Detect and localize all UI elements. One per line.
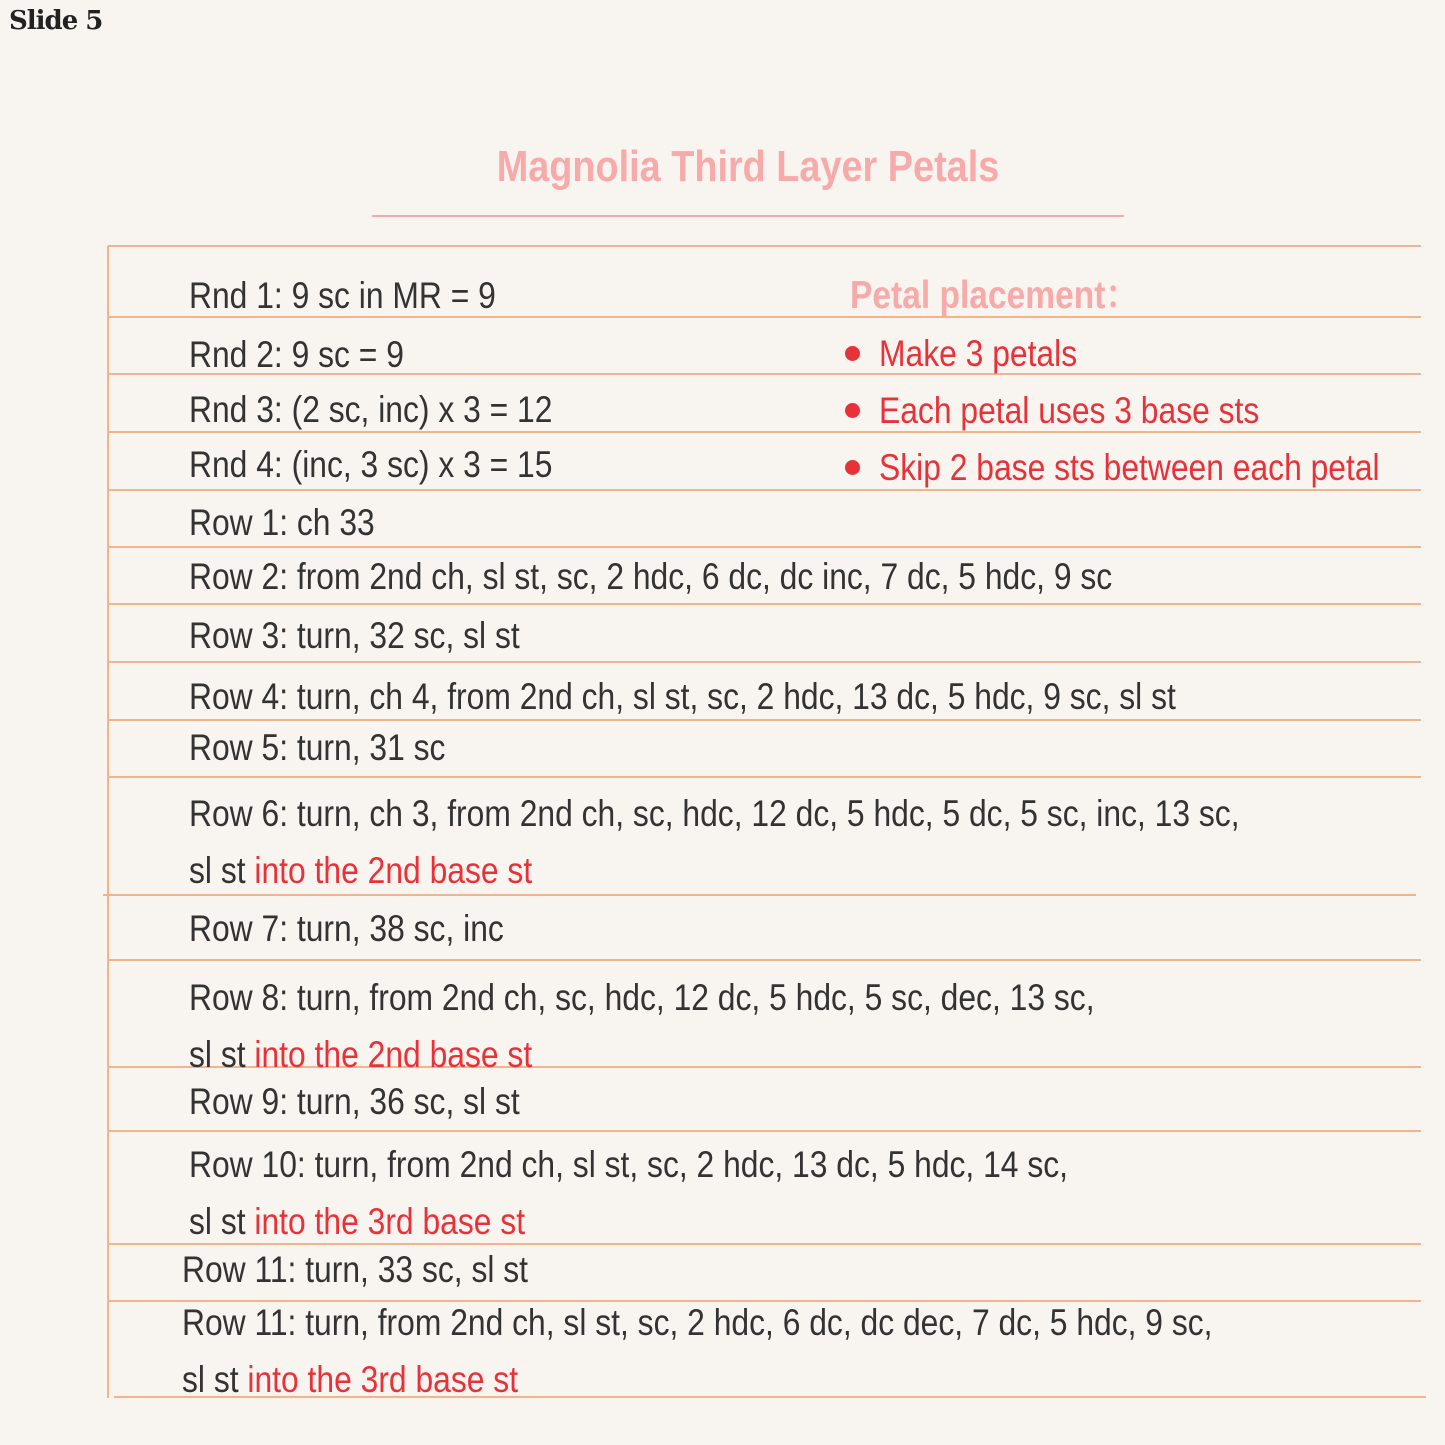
pattern-row bbox=[189, 1144, 1068, 1243]
row-text: Rnd 2: 9 sc = 9 bbox=[189, 334, 404, 375]
row-text: sl st bbox=[189, 1201, 255, 1242]
base-st-note: into the 2nd base st bbox=[254, 1034, 533, 1075]
pattern-row bbox=[189, 1081, 520, 1123]
row-text: Row 4: turn, ch 4, from 2nd ch, sl st, sc, 2 hdc, 13 dc, 5 hdc, 9 sc, sl st bbox=[189, 676, 1176, 717]
pattern-row bbox=[182, 1302, 1213, 1401]
placement-item: Skip 2 base sts between each petal bbox=[879, 447, 1380, 488]
rule-line bbox=[103, 894, 1416, 896]
base-st-note: into the 3rd base st bbox=[247, 1359, 519, 1400]
row-text: Row 2: from 2nd ch, sl st, sc, 2 hdc, 6 dc, dc inc, 7 dc, 5 hdc, 9 sc bbox=[189, 556, 1113, 597]
row-text: Row 5: turn, 31 sc bbox=[189, 727, 446, 768]
rule-line bbox=[108, 603, 1421, 605]
rule-line bbox=[108, 245, 1421, 247]
row-text: Rnd 3: (2 sc, inc) x 3 = 12 bbox=[189, 389, 553, 430]
placement-heading: Petal placement： bbox=[850, 274, 1139, 317]
row-text: Row 7: turn, 38 sc, inc bbox=[189, 908, 504, 949]
pattern-row bbox=[189, 676, 1176, 718]
row-text: Row 9: turn, 36 sc, sl st bbox=[189, 1081, 520, 1122]
pattern-row bbox=[189, 334, 404, 376]
pattern-row bbox=[189, 556, 1112, 598]
base-st-note: into the 3rd base st bbox=[254, 1201, 526, 1242]
row-continuation bbox=[182, 1359, 1213, 1401]
page-title: Magnolia Third Layer Petals bbox=[496, 142, 1000, 191]
pattern-row bbox=[182, 1249, 528, 1291]
rule-line bbox=[108, 489, 1421, 491]
rule-line bbox=[108, 661, 1421, 663]
row-text: sl st bbox=[182, 1359, 248, 1400]
rule-line bbox=[108, 959, 1421, 961]
row-text: Rnd 1: 9 sc in MR = 9 bbox=[189, 275, 496, 316]
margin-line bbox=[107, 246, 109, 1398]
title-underline bbox=[372, 215, 1124, 217]
rule-line bbox=[108, 719, 1421, 721]
slide-label: Slide 5 bbox=[9, 6, 103, 36]
rule-line bbox=[108, 1130, 1421, 1132]
pattern-row bbox=[189, 389, 552, 431]
pattern-row bbox=[189, 502, 375, 544]
pattern-row bbox=[189, 977, 1095, 1076]
rule-line bbox=[108, 1243, 1421, 1245]
base-st-note: into the 2nd base st bbox=[254, 850, 533, 891]
placement-item: Each petal uses 3 base sts bbox=[879, 390, 1260, 431]
pattern-row bbox=[189, 444, 552, 486]
row-text: Row 11: turn, 33 sc, sl st bbox=[182, 1249, 529, 1290]
row-continuation bbox=[189, 1201, 1068, 1243]
row-text: Row 3: turn, 32 sc, sl st bbox=[189, 615, 520, 656]
pattern-row bbox=[189, 275, 496, 317]
row-text: Row 10: turn, from 2nd ch, sl st, sc, 2 hdc, 13 dc, 5 hdc, 14 sc, bbox=[189, 1144, 1069, 1185]
row-text: sl st bbox=[189, 1034, 255, 1075]
bullet-dot-icon bbox=[845, 346, 860, 361]
rule-line bbox=[108, 776, 1421, 778]
bullet-dot-icon bbox=[845, 403, 860, 418]
row-text: Row 6: turn, ch 3, from 2nd ch, sc, hdc, 12 dc, 5 hdc, 5 dc, 5 sc, inc, 13 sc, bbox=[189, 793, 1240, 834]
row-continuation bbox=[189, 1034, 1095, 1076]
placement-item: Make 3 petals bbox=[879, 333, 1078, 374]
pattern-row bbox=[189, 793, 1240, 892]
row-text: Row 11: turn, from 2nd ch, sl st, sc, 2 hdc, 6 dc, dc dec, 7 dc, 5 hdc, 9 sc, bbox=[182, 1302, 1213, 1343]
pattern-row bbox=[189, 908, 504, 950]
row-continuation bbox=[189, 850, 1240, 892]
bullet-dot-icon bbox=[845, 460, 860, 475]
row-text: Rnd 4: (inc, 3 sc) x 3 = 15 bbox=[189, 444, 553, 485]
row-text: Row 8: turn, from 2nd ch, sc, hdc, 12 dc, 5 hdc, 5 sc, dec, 13 sc, bbox=[189, 977, 1095, 1018]
row-text: sl st bbox=[189, 850, 255, 891]
pattern-row bbox=[189, 615, 520, 657]
rule-line bbox=[108, 546, 1421, 548]
pattern-row bbox=[189, 727, 445, 769]
row-text: Row 1: ch 33 bbox=[189, 502, 375, 543]
